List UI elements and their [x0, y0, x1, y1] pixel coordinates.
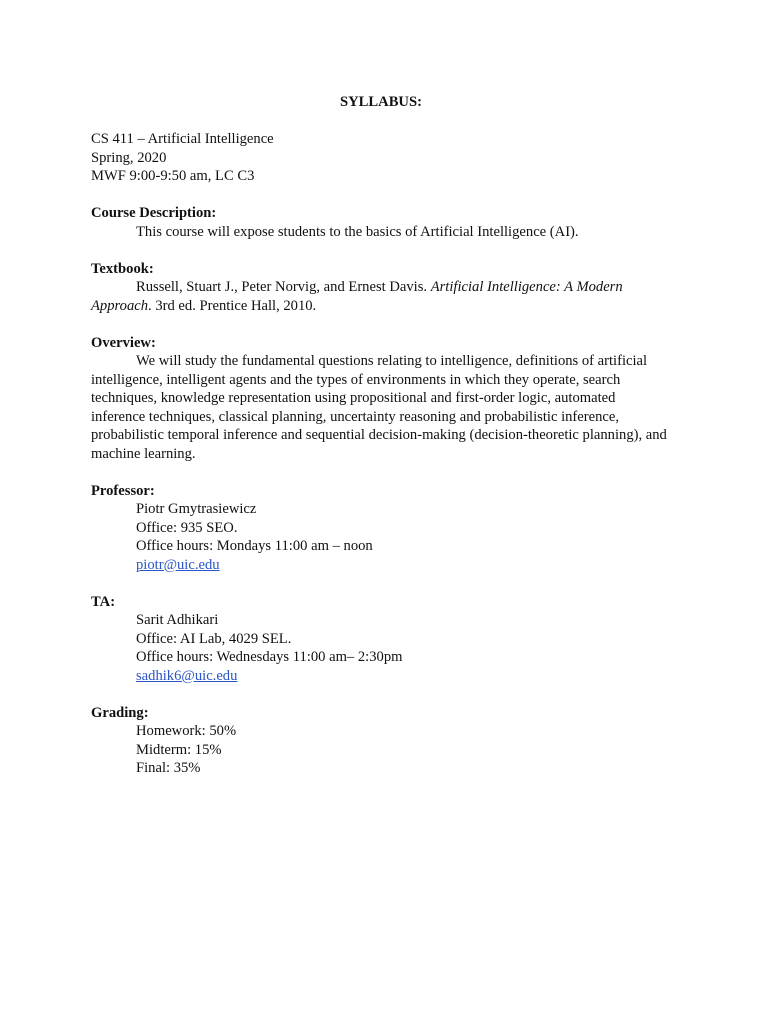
- grading-item-homework: Homework: 50%: [136, 723, 237, 739]
- textbook-title-part2: Approach: [91, 297, 149, 314]
- syllabus-body: [91, 93, 671, 778]
- description-text: This course will expose students to the basics of Artificial Intelligence (AI).: [136, 223, 579, 240]
- textbook-title-part1: Artificial Intelligence: A Modern: [430, 279, 623, 295]
- overview-heading: Overview:: [91, 334, 156, 351]
- professor-heading: Professor:: [91, 482, 155, 499]
- professor-office: Office: 935 SEO.: [136, 519, 238, 536]
- course-code-title: CS 411 – Artificial Intelligence: [91, 131, 274, 147]
- textbook-authors: Russell, Stuart J., Peter Norvig, and Ernest Davis.: [136, 279, 431, 295]
- spacer: [91, 241, 671, 260]
- spacer: [91, 463, 671, 482]
- ta-email-row: [91, 667, 671, 686]
- course-term: Spring, 2020: [91, 149, 167, 166]
- spacer: [91, 685, 671, 704]
- ta-hours: Office hours: Wednesdays 11:00 am– 2:30pm: [136, 649, 403, 665]
- ta-name: Sarit Adhikari: [136, 612, 219, 628]
- ta-heading: TA:: [91, 593, 116, 610]
- grading-item-midterm: Midterm: 15%: [136, 741, 222, 758]
- textbook-line-2: [91, 297, 671, 316]
- overview-text: We will study the fundamental questions relating to intelligence, definitions of artificial intelligence, intelligent agents and the types of environments in which they operate, search techniques, knowledge representation using propositional and first-order logic, automated inference techniques, classical planning, uncertainty reasoning and probabilistic inference, probabilistic temporal inference and sequential decision-making (decision-theoretic planning), and machine learning.: [91, 353, 667, 462]
- professor-name: Piotr Gmytrasiewicz: [136, 501, 257, 517]
- textbook-details: . 3rd ed. Prentice Hall, 2010.: [148, 297, 317, 314]
- grading-item-final: Final: 35%: [136, 760, 201, 776]
- professor-email-link[interactable]: piotr@uic.edu: [136, 556, 220, 573]
- ta-office: Office: AI Lab, 4029 SEL.: [136, 630, 292, 647]
- spacer: [91, 112, 671, 131]
- grading-heading: Grading:: [91, 704, 149, 721]
- description-heading: Course Description:: [91, 205, 217, 221]
- professor-hours: Office hours: Mondays 11:00 am – noon: [136, 538, 373, 554]
- textbook-heading: Textbook:: [91, 260, 154, 277]
- spacer: [91, 186, 671, 205]
- professor-email-row: [91, 556, 671, 575]
- spacer: [91, 574, 671, 593]
- textbook-line-1: [91, 278, 671, 297]
- document-title: SYLLABUS:: [340, 94, 422, 110]
- ta-email-link[interactable]: sadhik6@uic.edu: [136, 667, 238, 684]
- spacer: [91, 315, 671, 334]
- course-schedule: MWF 9:00-9:50 am, LC C3: [91, 168, 255, 184]
